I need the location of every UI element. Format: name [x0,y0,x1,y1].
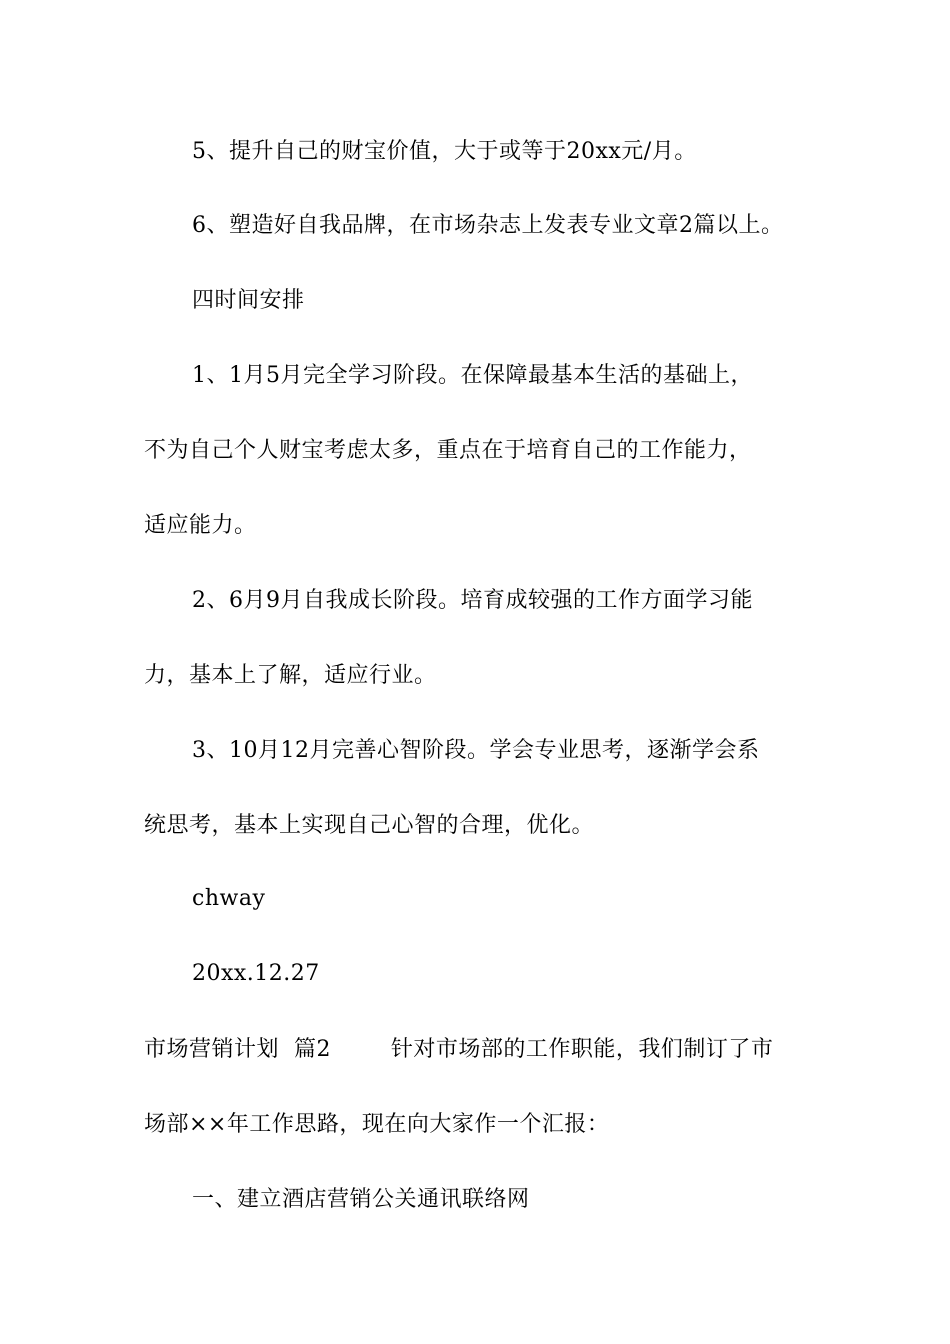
paragraph-line: 2、6月9月自我成长阶段。培育成较强的工作方面学习能 [192,588,753,613]
paragraph-line: 3、10月12月完善心智阶段。学会专业思考，逐渐学会系 [192,738,760,763]
paragraph-line: 不为自己个人财宝考虑太多，重点在于培育自己的工作能力， [144,438,752,463]
paragraph-line: 5、提升自己的财宝价值，大于或等于20xx元/月。 [192,139,697,164]
paragraph-line: 力，基本上了解，适应行业。 [144,663,437,688]
paragraph-line: 1、1月5月完全学习阶段。在保障最基本生活的基础上， [192,363,753,388]
section-heading: 一、建立酒店营销公关通讯联络网 [192,1187,530,1212]
paragraph-line: 场部××年工作思路，现在向大家作一个汇报： [144,1112,610,1137]
paragraph-line: 市场营销计划 篇2 针对市场部的工作职能，我们制订了市 [144,1037,774,1062]
signature-name: chway [192,886,266,911]
paragraph-line: 6、塑造好自我品牌，在市场杂志上发表专业文章2篇以上。 [192,213,784,238]
paragraph-line: 统思考，基本上实现自己心智的合理，优化。 [144,813,595,838]
section-heading: 四时间安排 [192,288,305,313]
signature-date: 20xx.12.27 [192,961,320,986]
paragraph-line: 适应能力。 [144,513,257,538]
